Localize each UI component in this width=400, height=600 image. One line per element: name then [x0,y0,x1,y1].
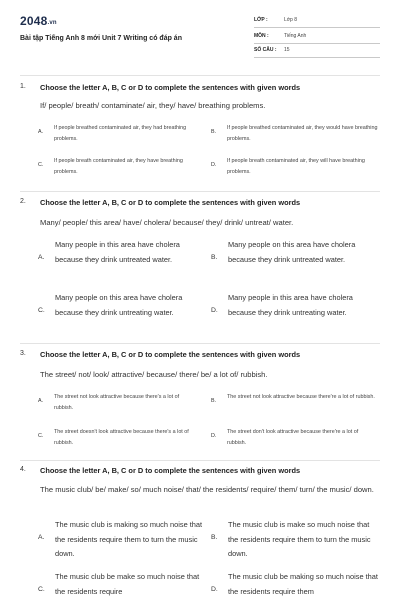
question-number: 2. [20,198,26,205]
option-letter: A. [38,129,44,135]
question-number: 4. [20,466,26,473]
question-number: 3. [20,350,26,357]
option-letter: A. [38,254,45,261]
option-letter: B. [211,398,217,404]
option-letter: B. [211,129,217,135]
header-divider [20,75,380,76]
option-text: If people breath contaminated air, they will have breathing problems. [227,158,365,175]
option-letter: C. [38,433,44,439]
logo-text: 2048 [20,14,48,28]
meta-key: MÔN : [254,33,269,39]
option-text: Many people on this area have cholera because they drink untreated water. [228,240,356,264]
option-text: The street not look attractive because there're a lot of rubbish. [227,394,375,400]
meta-row-class [254,14,380,28]
option-letter: C. [38,307,45,314]
question-prompt: If/ people/ breath/ contaminate/ air, they/ have/ breathing problems. [40,101,266,110]
meta-row-count [254,44,380,58]
question-divider [20,343,380,344]
option-letter: D. [211,162,217,168]
question-instruction: Choose the letter A, B, C or D to complete the sentences with given words [40,198,301,207]
option-text: The music club is make so much noise that the residents require them to turn the music down. [228,520,371,558]
option-letter: A. [38,534,45,541]
logo-tld: .vn [47,20,57,26]
option-letter: C. [38,162,44,168]
document-header [0,0,400,70]
option-letter: D. [211,433,217,439]
question-prompt: The street/ not/ look/ attractive/ because/ there/ be/ a lot of/ rubbish. [40,370,268,379]
option-text: The music club is making so much noise that the residents require them to turn the music down. [55,520,203,558]
option-letter: B. [211,534,218,541]
question-instruction: Choose the letter A, B, C or D to complete the sentences with given words [40,350,301,359]
site-logo[interactable] [20,14,57,28]
option-text: The street don't look attractive because there're a lot of rubbish. [227,429,359,446]
option-letter: D. [211,586,218,593]
option-text: Many people in this area have cholera because they drink untreating water. [228,293,353,317]
option-text: Many people on this area have cholera because they drink untreating water. [55,293,183,317]
meta-key: SỐ CÂU : [254,47,277,53]
question-prompt: Many/ people/ this area/ have/ cholera/ because/ they/ drink/ untreat/ water. [40,218,294,227]
question-instruction: Choose the letter A, B, C or D to complete the sentences with given words [40,83,301,92]
question-instruction: Choose the letter A, B, C or D to complete the sentences with given words [40,466,301,475]
option-letter: B. [211,254,218,261]
option-text: The music club be make so much noise that the residents require [55,572,200,596]
option-text: If people breath contaminated air, they have breathing problems. [54,158,183,175]
option-letter: D. [211,307,218,314]
option-text: If people breathed contaminated air, they would have breathing problems. [227,125,378,142]
option-text: The street not look attractive because there's a lot of rubbish. [54,394,180,411]
option-text: If people breathed contaminated air, they had breathing problems. [54,125,187,142]
option-text: Many people in this area have cholera because they drink untreated water. [55,240,180,264]
question-number: 1. [20,83,26,90]
option-text: The music club be making so much noise that the residents require them [228,572,378,596]
question-prompt: The music club/ be/ make/ so/ much noise/ that/ the residents/ require/ them/ turn/ the music/ down. [40,485,374,494]
option-letter: A. [38,398,44,404]
question-divider [20,460,380,461]
meta-value: 15 [284,47,290,53]
document-title: Bài tập Tiếng Anh 8 mới Unit 7 Writing có đáp án [20,35,182,42]
option-letter: C. [38,586,45,593]
meta-row-subject [254,30,380,44]
meta-key: LỚP : [254,17,268,23]
option-text: The street doesn't look attractive because there's a lot of rubbish. [54,429,189,446]
meta-value: Tiếng Anh [284,33,307,39]
question-divider [20,191,380,192]
meta-value: Lớp 8 [284,17,298,23]
